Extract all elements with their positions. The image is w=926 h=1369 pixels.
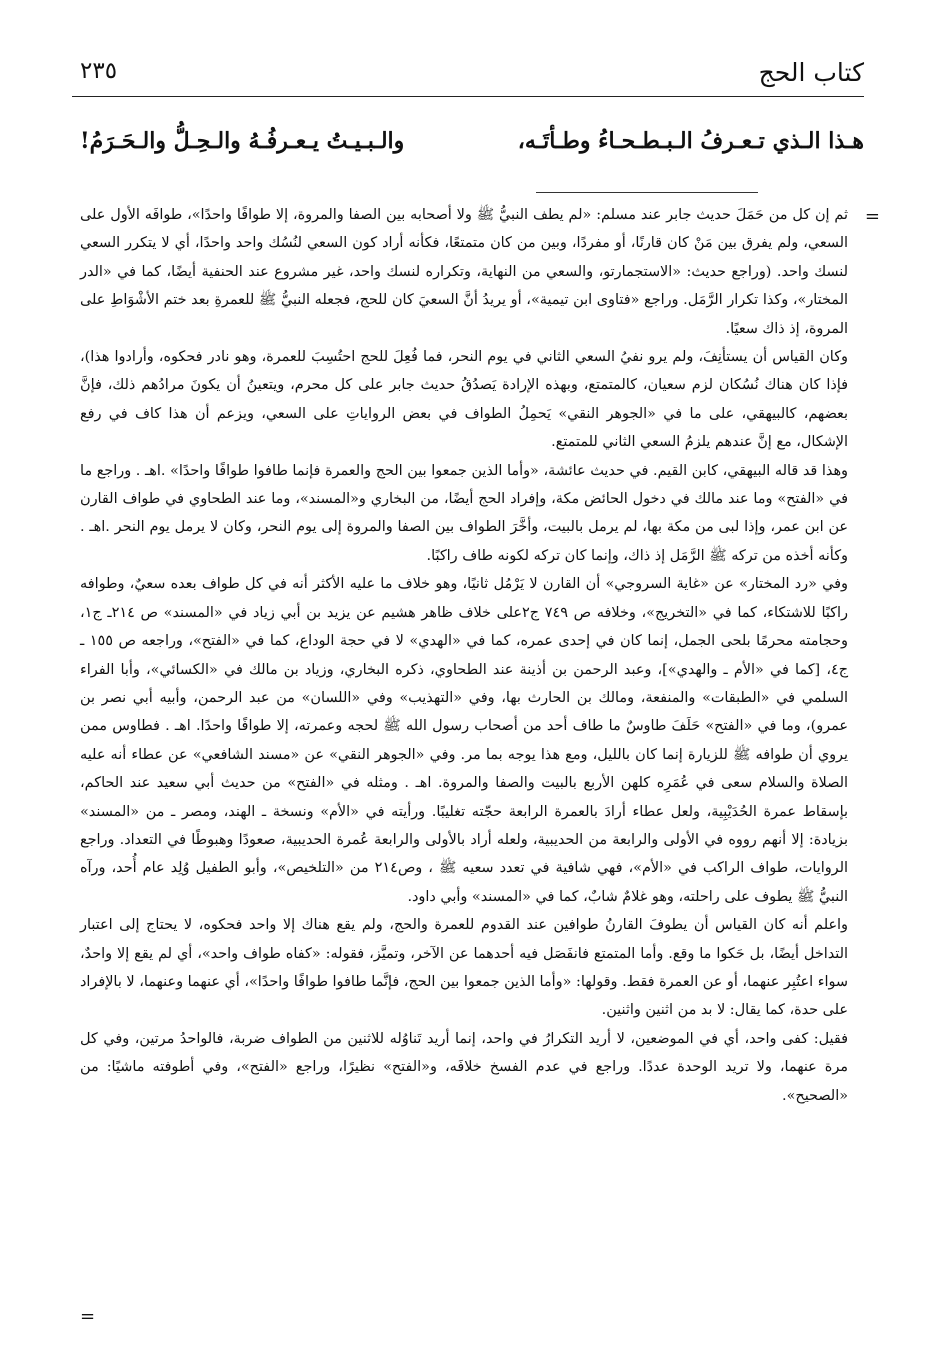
footnote-paragraph: وكان القياس أن يستأنِفَ، ولم يرو نفيُ السعي الثاني في يوم النحر، فما فُعِلَ للحج احتُسِبَ للعمرة، وهو نادر فحكوه، وأرادوا هذا)، فإذا كان هناك نُسُكان لزم سعيان، كالمتمتع، وبهذه الإرادة يَصدُقُ حديث جابر على كل محرم، ويتعينُ أن يكونَ مرادُهم ذلك، فإنَّ بعضهم، كالبيهقي، على ما في «الجوهر النقي» يَحمِلُ الطواف في بعض الرواياتِ على السعي، ويزعم أن هذا كاف في رفع الإشكال، مع إنَّ عندهم يلزمُ السعي الثاني للمتمتع. <box>80 349 848 451</box>
page-number: ٢٣٥ <box>80 58 118 84</box>
footnote-paragraph: وهذا قد قاله البيهقي، كابن القيم. في حديث عائشة، «وأما الذين جمعوا بين الحج والعمرة فإنما طافوا طوافًا واحدًا» .اهـ . وراجع ما في «الفتح» وما عند مالك في دخول الحائض مكة، وإفراد الحج أيضًا، من البخاري و«المسند»، وما عند الطحاوي في طواف القارن عن ابن عمر، وإذا لبى من مكة بها، لم يرمل بالبيت، وأخَّرَ الطواف بين الصفا والمروة إلى يوم النحر، وكان لا يرمل يوم النحر .اهـ . وكأنه أخذه من تركه ﷺ الرَّمَل إذ ذاك، وإنما كان تركه لكونه طاف راكبًا. <box>80 462 848 564</box>
footnote-paragraph: واعلم أنه كان القياس أن يطوفَ القارنُ طوافين عند القدوم للعمرة والحج، ولم يقع هناك إلا واحد فحكوه، لا يحتاج إلى اعتبار التداخل أيضًا، بل حَكوا ما وقع. وأما المتمتع فانفَصَل فيه أحدهما عن الآخر، وتميَّز، فقوله: «كفاه طواف واحد»، أي لم يقع إلا واحدٌ، سواء اعتُبِر عنهما، أو عن العمرة فقط. وقولها: «وأما الذين جمعوا بين الحج، فإنَّما طافوا طوافًا واحدًا»، أي عنهما وعنهما، لا بالإفراد على حدة، كما يقال: لا بد من اثنين واثنين. <box>80 917 848 1019</box>
page-header <box>72 56 864 97</box>
verse-second-hemistich: والـبـيـتُ يـعـرفُـهُ والـحِـلُّ والـحَـرَمُ! <box>80 128 405 154</box>
footnote-body <box>80 201 848 1110</box>
footnote-continuation-mark: = <box>864 206 880 227</box>
poetry-verse <box>80 122 864 166</box>
footnote-paragraph: وفي «رد المختار» عن «غاية السروجي» أن القارن لا يَرْمُل ثانيًا، وهو خلاف ما عليه الأكثر أنه في كل طواف بعده سعيٌ، وطوافه راكبًا للاشتكاء، كما في «التخريج»، وخلافه ص ٧٤٩ ج٢على خلاف ظاهر هشيم عن يزيد بن أبي زياد في «المسند» ص ٢١٤ـ ج١، وحجامته محرمًا بلحى الجمل، إنما كان في إحدى عمره، كما في «الهدي» لا في حجة الوداع، كما في «الفتح»، وراجعه ص ١٥٥ ـ ج٤، [كما في «الأم ـ والهدي»]، وعبد الرحمن بن أذينة عند الطحاوي، ذكره البخاري، وزياد بن مالك في «الكسائي»، وأبا الفراء السلمي في «الطبقات» والمنفعة، ومالك بن الحارث بها، وفي «التهذيب» وفي «اللسان» من عبد الرحمن، وأبيه أبي نصر بن عمرو)، وما في «الفتح» حَلَفَ طاوسٌ ما طاف أحد من أصحاب رسول الله ﷺ لحجه وعمرته، إلا طوافًا واحدًا. اهـ . فطاوس ممن يروي أن طوافه ﷺ للزيارة إنما كان بالليل، ومع هذا يوجه بما مر. وفي «الجوهر النقي» عن «مسند الشافعي» عن عطاء أنه عليه الصلاة والسلام سعى في عُمَرِه كلهن الأربع بالبيت والصفا والمروة. اهـ . ومثله في «الفتح» من حديث أبي سعيد عند الحاكم، بإسقاط عمرة الحُدَيْبِية، ولعل عطاء أرادَ بالعمرة الرابعة حجّته تغليبًا. ورأيته في «الأم» ونسخة ـ الهند، ومصر ـ من «المسند» بزيادة: إلا أنهم رووه في الأولى والرابعة من الحديبية، ولعله أراد بالأولى والرابعة عُمرة الحديبية، صعودًا وهبوطًا في التعداد. وراجع الروايات، طواف الراكب في «الأم»، فهي شافية في تعدد سعيه ﷺ ، وص٢١٤ من «التلخيص»، وأبو الطفيل وُلِد عام أُحد، ورآه النبيُّ ﷺ يطوف على راحلته، وهو غلامٌ شابٌ، كما في «المسند» وأبي داود. <box>80 576 849 905</box>
footnote-separator <box>536 192 758 193</box>
footnote-end-mark: = <box>80 1306 96 1327</box>
chapter-title: كتاب الحج <box>758 58 864 87</box>
footnote-paragraph: فقيل: كفى واحد، أي في الموضعين، لا أريد التكرارُ في واحد، إنما أريد تَناوُله للاثنين من الطواف ضربة، فالواحدُ مرتين، وفي كل مرة عنهما، ولا تريد الوحدة عددًا. وراجع في عدم الفسخ خلافَه، و«الفتح» نظيرًا، وراجع «الفتح»، وفي أطوفته ماشيًا: من «الصحيح». <box>80 1030 848 1104</box>
verse-first-hemistich: هـذا الـذي تـعـرفُ الـبـطـحـاءُ وطـأتَـه، <box>517 128 864 154</box>
footnote-paragraph: ثم إن كل من حَمَلَ حديث جابر عند مسلم: «لم يطف النبيُّ ﷺ ولا أصحابه بين الصفا والمروة، إلا طوافًا واحدًا»، طوافَه الأول على السعي، ولم يفرق بين مَنْ كان قارنًا، أو مفردًا، وبين من كان متمتعًا، فكأنه أراد كون السعي لنُسُك واحد واحدًا، أي لا يتكرر السعي لنسك واحد. (وراجع حديث: «الاستجمارتو، والسعي من النهاية، وتكراره لنسك واحد، غير مشروع عند الحنفية أيضًا، كما في «الدر المختار»، وكذا تكرار الرَّمَل. وراجع «فتاوى ابن تيمية»، أو يريدُ أنَّ السعيَ كان للحج، فجعله النبيُّ ﷺ للعمرةِ بعد ختم الأشْوَاطِ على المروة، إذ ذاك سعيًا. <box>80 207 848 337</box>
